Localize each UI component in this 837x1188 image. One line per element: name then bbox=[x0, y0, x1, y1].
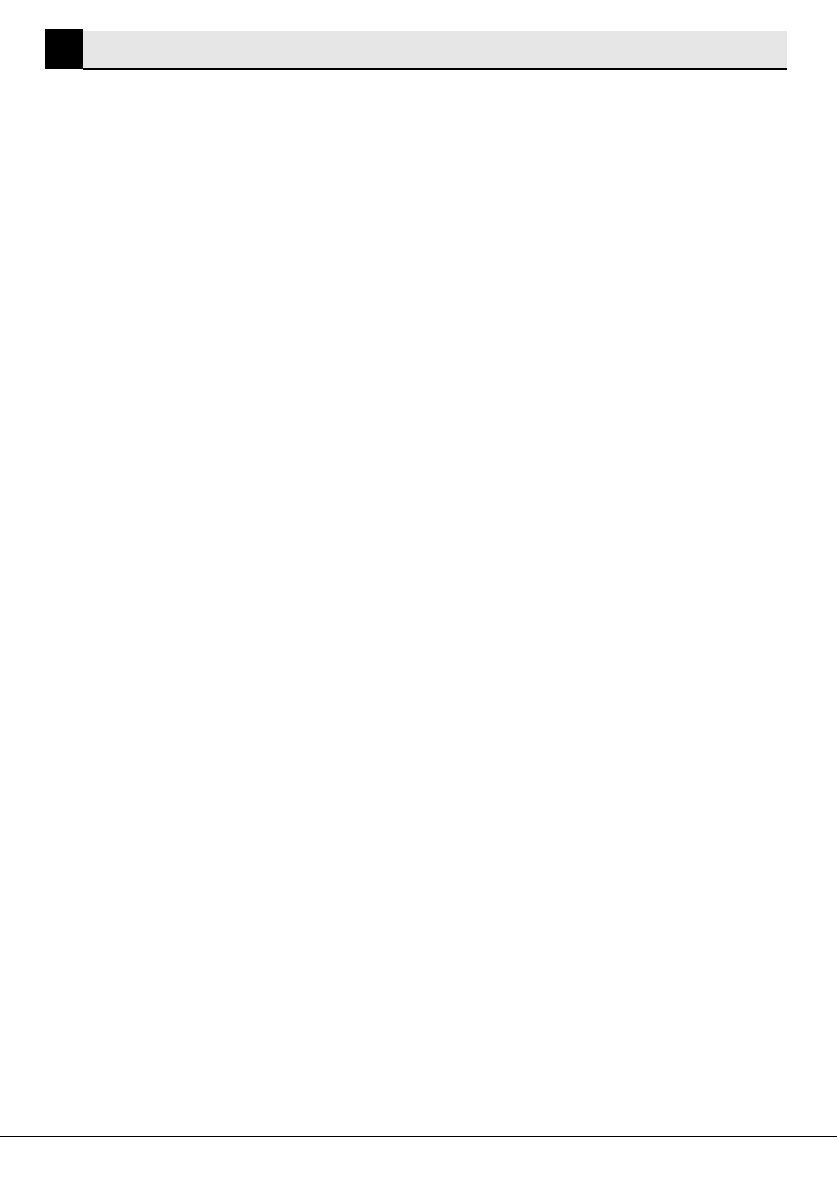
footer-rule bbox=[0, 1136, 837, 1137]
